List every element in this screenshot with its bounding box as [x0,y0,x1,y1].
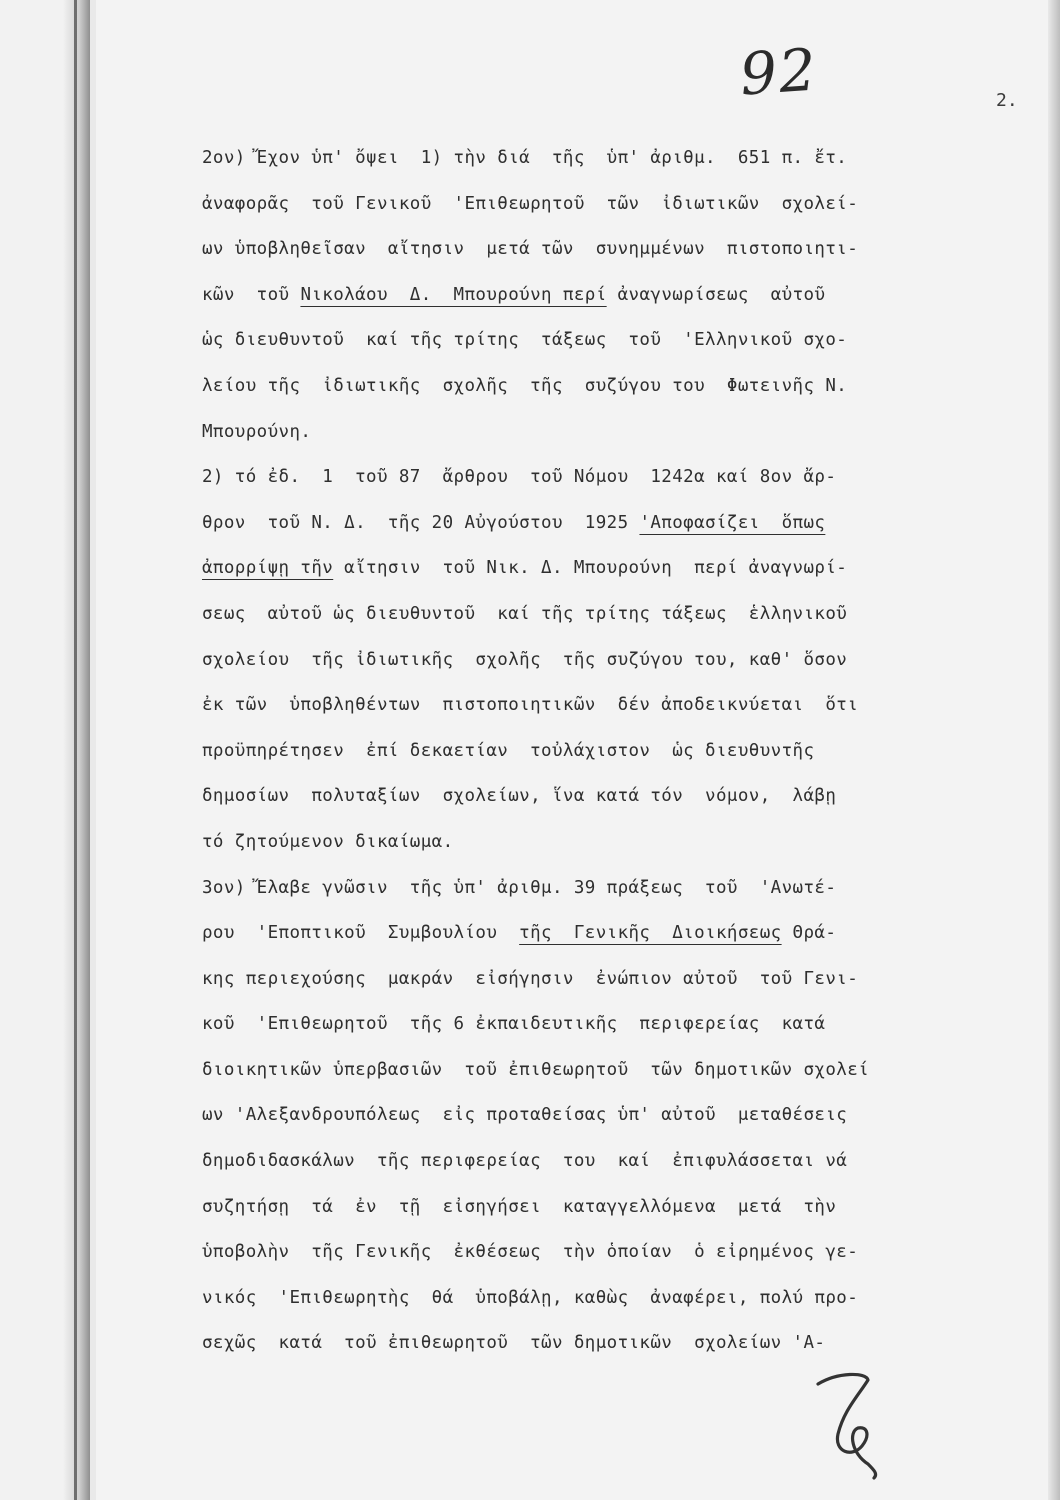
text-line: κοῦ 'Επιθεωρητοῦ τῆς 6 ἐκπαιδευτικῆς περιφερείας κατά [202,1014,826,1035]
page-number: 2. [996,90,1018,111]
text-line: λείου τῆς ἰδιωτικῆς σχολῆς τῆς συζύγου του Φωτεινῆς Ν. [202,375,848,396]
handwritten-initials-signature [808,1370,898,1480]
underlined-text: ἀπορρίψῃ τῆν [202,558,334,579]
text-line: 3ον) Ἔλαβε γνῶσιν τῆς ὑπ' ἀριθμ. 39 πράξεως τοῦ 'Ανωτέ- [202,877,837,898]
text-line: προϋπηρέτησεν ἐπί δεκαετίαν τοὐλάχιστον ὡς διευθυντῆς [202,740,815,761]
text-line: ἀναφορᾶς τοῦ Γενικοῦ 'Επιθεωρητοῦ τῶν ἰδιωτικῶν σχολεί- [202,193,859,214]
underlined-text: 'Αποφασίζει ὅπως [639,512,826,533]
text-line: ἐκ τῶν ὑποβληθέντων πιστοποιητικῶν δέν ἀποδεικνύεται ὅτι [202,695,859,716]
text-line: συζητήσῃ τά ἐν τῇ εἰσηγήσει καταγγελλόμενα μετά τὴν [202,1196,837,1217]
text-line: δημοσίων πολυταξίων σχολείων, ἵνα κατά τόν νόμον, λάβῃ [202,786,837,807]
typewritten-body [202,136,1042,1367]
text-line: κῶν τοῦ Νικολάου Δ. Μπουρούνη περί ἀναγνωρίσεως αὐτοῦ [202,284,826,305]
text-line: σεχῶς κατά τοῦ ἐπιθεωρητοῦ τῶν δημοτικῶν σχολείων 'Α- [202,1333,826,1354]
text-line: ρου 'Εποπτικοῦ Συμβουλίου τῆς Γενικῆς Διοικήσεως Θρά- [202,923,837,944]
text-line: Μπουρούνη. [202,421,312,442]
text-line: τό ζητούμενον δικαίωμα. [202,831,454,852]
text-line: ἀπορρίψῃ τῆν αἴτησιν τοῦ Νικ. Δ. Μπουρούνη περί ἀναγνωρί- [202,558,848,579]
text-line: 2ον) Ἔχον ὑπ' ὄψει 1) τὴν διά τῆς ὑπ' ἀριθμ. 651 π. ἔτ. [202,148,848,168]
text-line: ὑποβολὴν τῆς Γενικῆς ἐκθέσεως τὴν ὁποίαν ὁ εἰρημένος γε- [202,1242,859,1263]
text-line: ων 'Αλεξανδρουπόλεως εἰς προταθείσας ὑπ' αὐτοῦ μεταθέσεις [202,1105,848,1126]
text-line: ὡς διευθυντοῦ καί τῆς τρίτης τάξεως τοῦ 'Ελληνικοῦ σχο- [202,330,848,351]
text-line: 2) τό ἐδ. 1 τοῦ 87 ἄρθρου τοῦ Νόμου 1242α καί 8ον ἄρ- [202,467,837,488]
text-line: κης περιεχούσης μακράν εἰσήγησιν ἐνώπιον αὐτοῦ τοῦ Γενι- [202,968,859,989]
text-line: δημοδιδασκάλων τῆς περιφερείας του καί ἐπιφυλάσσεται νά [202,1151,848,1172]
underlined-text: τῆς Γενικῆς Διοικήσεως [519,923,782,944]
text-line: σεως αὐτοῦ ὡς διευθυντοῦ καί τῆς τρίτης τάξεως ἑλληνικοῦ [202,603,848,624]
text-line: νικός 'Επιθεωρητὴς θά ὑποβάλῃ, καθὼς ἀναφέρει, πολύ προ- [202,1287,859,1308]
text-line: διοικητικῶν ὑπερβασιῶν τοῦ ἐπιθεωρητοῦ τῶν δημοτικῶν σχολεί [202,1059,870,1080]
text-line: ων ὑποβληθεῖσαν αἴτησιν μετά τῶν συνημμένων πιστοποιητι- [202,239,859,260]
scan-binding-edge [0,0,90,1500]
underlined-text: Νικολάου Δ. Μπουρούνη περί [300,284,607,305]
handwritten-folio-number: 92 [737,35,821,109]
text-line: θρον τοῦ Ν. Δ. τῆς 20 Αὐγούστου 1925 'Αποφασίζει ὅπως [202,512,826,533]
text-line: σχολείου τῆς ἰδιωτικῆς σχολῆς τῆς συζύγου του, καθ' ὅσον [202,649,848,670]
scan-right-edge [1048,0,1060,1500]
